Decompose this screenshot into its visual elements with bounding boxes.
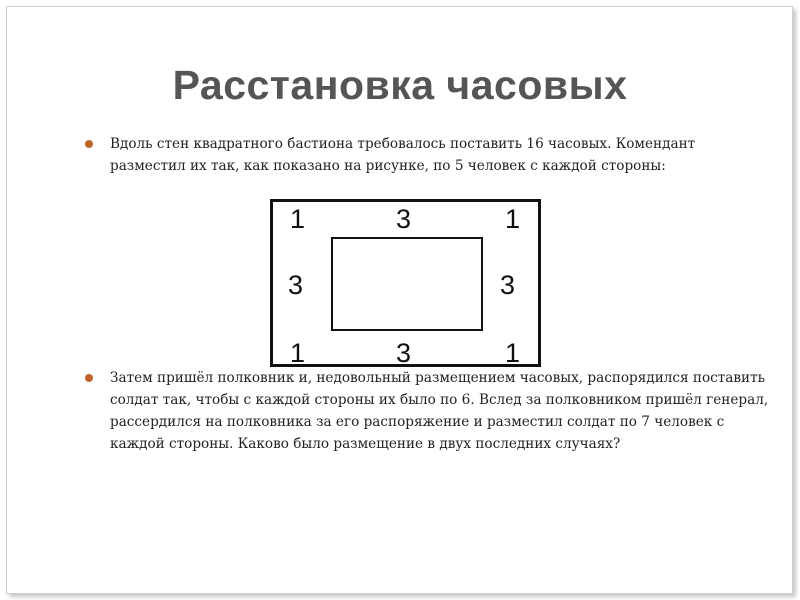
bullet-dot-icon xyxy=(85,140,93,148)
count-bottom-left: 1 xyxy=(290,338,306,368)
bastion-figure xyxy=(270,199,541,367)
count-top-left: 1 xyxy=(290,204,306,234)
count-middle-left: 3 xyxy=(288,270,304,300)
paragraph-1-text: Вдоль стен квадратного бастиона требовалось поставить 16 часовых. Комендант разместил их так, как показано на рисунке, по 5 человек с каждой стороны: xyxy=(110,136,696,174)
bullet-paragraph-1 xyxy=(110,133,750,177)
slide-title: Расстановка часовых xyxy=(172,62,628,108)
count-bottom-middle: 3 xyxy=(396,338,412,368)
count-top-right: 1 xyxy=(505,204,521,234)
paragraph-2-text: Затем пришёл полковник и, недовольный размещением часовых, распорядился поставить солдат так, чтобы с каждой стороны их было по 6. Вслед за полковником пришёл генерал, рассердился на полковника за его распоряжение и разместил солдат по 7 человек с каждой стороны. Каково было размещение в двух последних случаях? xyxy=(110,370,769,452)
bullet-paragraph-2 xyxy=(110,367,775,455)
count-middle-right: 3 xyxy=(500,270,516,300)
count-bottom-right: 1 xyxy=(505,338,521,368)
count-top-middle: 3 xyxy=(396,204,412,234)
bullet-dot-icon xyxy=(85,374,93,382)
bastion-inner-square xyxy=(331,237,483,331)
